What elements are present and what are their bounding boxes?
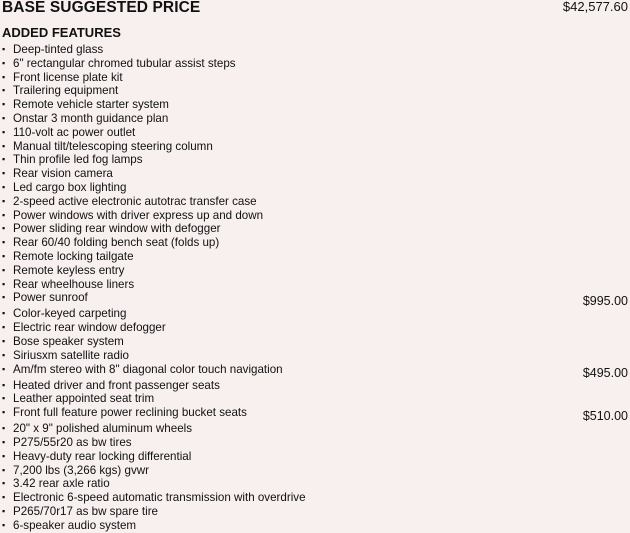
list-item	[2, 209, 628, 223]
feature-label: Front license plate kit	[13, 70, 123, 84]
feature-price: $510.00	[582, 409, 628, 424]
feature-label: Power sunroof	[13, 291, 88, 305]
list-item	[2, 278, 628, 292]
feature-price: $495.00	[582, 365, 628, 380]
bullet-icon: ▪	[2, 335, 6, 346]
bullet-icon: ▪	[2, 407, 6, 418]
bullet-icon: ▪	[2, 112, 6, 123]
feature-label: 6-speaker audio system	[13, 518, 137, 532]
bullet-icon: ▪	[2, 478, 6, 489]
list-item	[2, 321, 628, 335]
feature-label: Electronic 6-speed automatic transmission with overdrive	[13, 491, 306, 505]
feature-label: Color-keyed carpeting	[13, 307, 127, 321]
feature-list	[2, 43, 628, 533]
bullet-icon: ▪	[2, 505, 6, 516]
bullet-icon: ▪	[2, 168, 6, 179]
feature-label: 110-volt ac power outlet	[13, 125, 136, 139]
list-item	[2, 264, 628, 278]
feature-price: $995.00	[582, 294, 628, 309]
base-price-row	[2, 0, 628, 18]
feature-label: 20" x 9" polished aluminum wheels	[13, 422, 193, 436]
added-features-heading: ADDED FEATURES	[2, 25, 121, 40]
bullet-icon: ▪	[2, 322, 6, 333]
list-item	[2, 450, 628, 464]
list-item	[2, 250, 628, 264]
bullet-icon: ▪	[2, 292, 6, 303]
feature-label: 3.42 rear axle ratio	[13, 477, 110, 491]
feature-label: Trailering equipment	[13, 84, 119, 98]
feature-label: Siriusxm satellite radio	[13, 348, 129, 362]
feature-label: 7,200 lbs (3,266 kgs) gvwr	[13, 463, 149, 477]
bullet-icon: ▪	[2, 308, 6, 319]
list-item	[2, 167, 628, 181]
list-item	[2, 181, 628, 195]
list-item	[2, 236, 628, 250]
feature-label: Rear wheelhouse liners	[13, 277, 135, 291]
list-item	[2, 140, 628, 154]
feature-label: Power windows with driver express up and down	[13, 208, 264, 222]
list-item	[2, 379, 628, 393]
bullet-icon: ▪	[2, 519, 6, 530]
list-item	[2, 222, 628, 236]
bullet-icon: ▪	[2, 154, 6, 165]
feature-label: Thin profile led fog lamps	[13, 153, 143, 167]
list-item	[2, 436, 628, 450]
list-item	[2, 392, 628, 406]
bullet-icon: ▪	[2, 464, 6, 475]
list-item	[2, 291, 628, 307]
bullet-icon: ▪	[2, 57, 6, 68]
list-item	[2, 71, 628, 85]
feature-label: Electric rear window defogger	[13, 321, 166, 335]
list-item	[2, 153, 628, 167]
bullet-icon: ▪	[2, 85, 6, 96]
list-item	[2, 98, 628, 112]
bullet-icon: ▪	[2, 264, 6, 275]
feature-label: Power sliding rear window with defogger	[13, 222, 221, 236]
feature-label: Leather appointed seat trim	[13, 392, 155, 406]
list-item	[2, 126, 628, 140]
feature-label: Onstar 3 month guidance plan	[13, 111, 169, 125]
bullet-icon: ▪	[2, 140, 6, 151]
list-item	[2, 406, 628, 422]
bullet-icon: ▪	[2, 209, 6, 220]
feature-label: Led cargo box lighting	[13, 180, 127, 194]
feature-label: P275/55r20 as bw tires	[13, 435, 132, 449]
bullet-icon: ▪	[2, 250, 6, 261]
bullet-icon: ▪	[2, 71, 6, 82]
bullet-icon: ▪	[2, 363, 6, 374]
list-item	[2, 519, 628, 533]
list-item	[2, 335, 628, 349]
base-price-value: $42,577.60	[562, 0, 628, 14]
feature-label: Remote vehicle starter system	[13, 98, 169, 112]
list-item	[2, 84, 628, 98]
feature-label: 2-speed active electronic autotrac transfer case	[13, 194, 257, 208]
bullet-icon: ▪	[2, 393, 6, 404]
list-item	[2, 43, 628, 57]
bullet-icon: ▪	[2, 223, 6, 234]
feature-label: Heavy-duty rear locking differential	[13, 449, 192, 463]
list-item	[2, 477, 628, 491]
bullet-icon: ▪	[2, 181, 6, 192]
bullet-icon: ▪	[2, 278, 6, 289]
feature-label: Front full feature power reclining bucket seats	[13, 406, 247, 420]
list-item	[2, 363, 628, 379]
list-item	[2, 195, 628, 209]
list-item	[2, 491, 628, 505]
bullet-icon: ▪	[2, 349, 6, 360]
bullet-icon: ▪	[2, 379, 6, 390]
list-item	[2, 505, 628, 519]
bullet-icon: ▪	[2, 195, 6, 206]
list-item	[2, 422, 628, 436]
feature-label: Deep-tinted glass	[13, 43, 104, 56]
bullet-icon: ▪	[2, 436, 6, 447]
feature-label: 6" rectangular chromed tubular assist steps	[13, 56, 236, 70]
bullet-icon: ▪	[2, 237, 6, 248]
list-item	[2, 464, 628, 478]
bullet-icon: ▪	[2, 44, 6, 54]
bullet-icon: ▪	[2, 450, 6, 461]
bullet-icon: ▪	[2, 492, 6, 503]
feature-label: P265/70r17 as bw spare tire	[13, 504, 159, 518]
feature-label: Rear vision camera	[13, 167, 113, 181]
list-item	[2, 349, 628, 363]
feature-label: Remote locking tailgate	[13, 249, 134, 263]
feature-label: Am/fm stereo with 8" diagonal color touch navigation	[13, 362, 283, 376]
bullet-icon: ▪	[2, 423, 6, 434]
feature-label: Bose speaker system	[13, 334, 124, 348]
list-item	[2, 307, 628, 321]
base-price-label: BASE SUGGESTED PRICE	[2, 0, 201, 16]
feature-label: Manual tilt/telescoping steering column	[13, 139, 213, 153]
feature-label: Rear 60/40 folding bench seat (folds up)	[13, 236, 220, 250]
bullet-icon: ▪	[2, 99, 6, 110]
bullet-icon: ▪	[2, 126, 6, 137]
list-item	[2, 57, 628, 71]
feature-label: Heated driver and front passenger seats	[13, 378, 220, 392]
list-item	[2, 112, 628, 126]
feature-label: Remote keyless entry	[13, 263, 125, 277]
